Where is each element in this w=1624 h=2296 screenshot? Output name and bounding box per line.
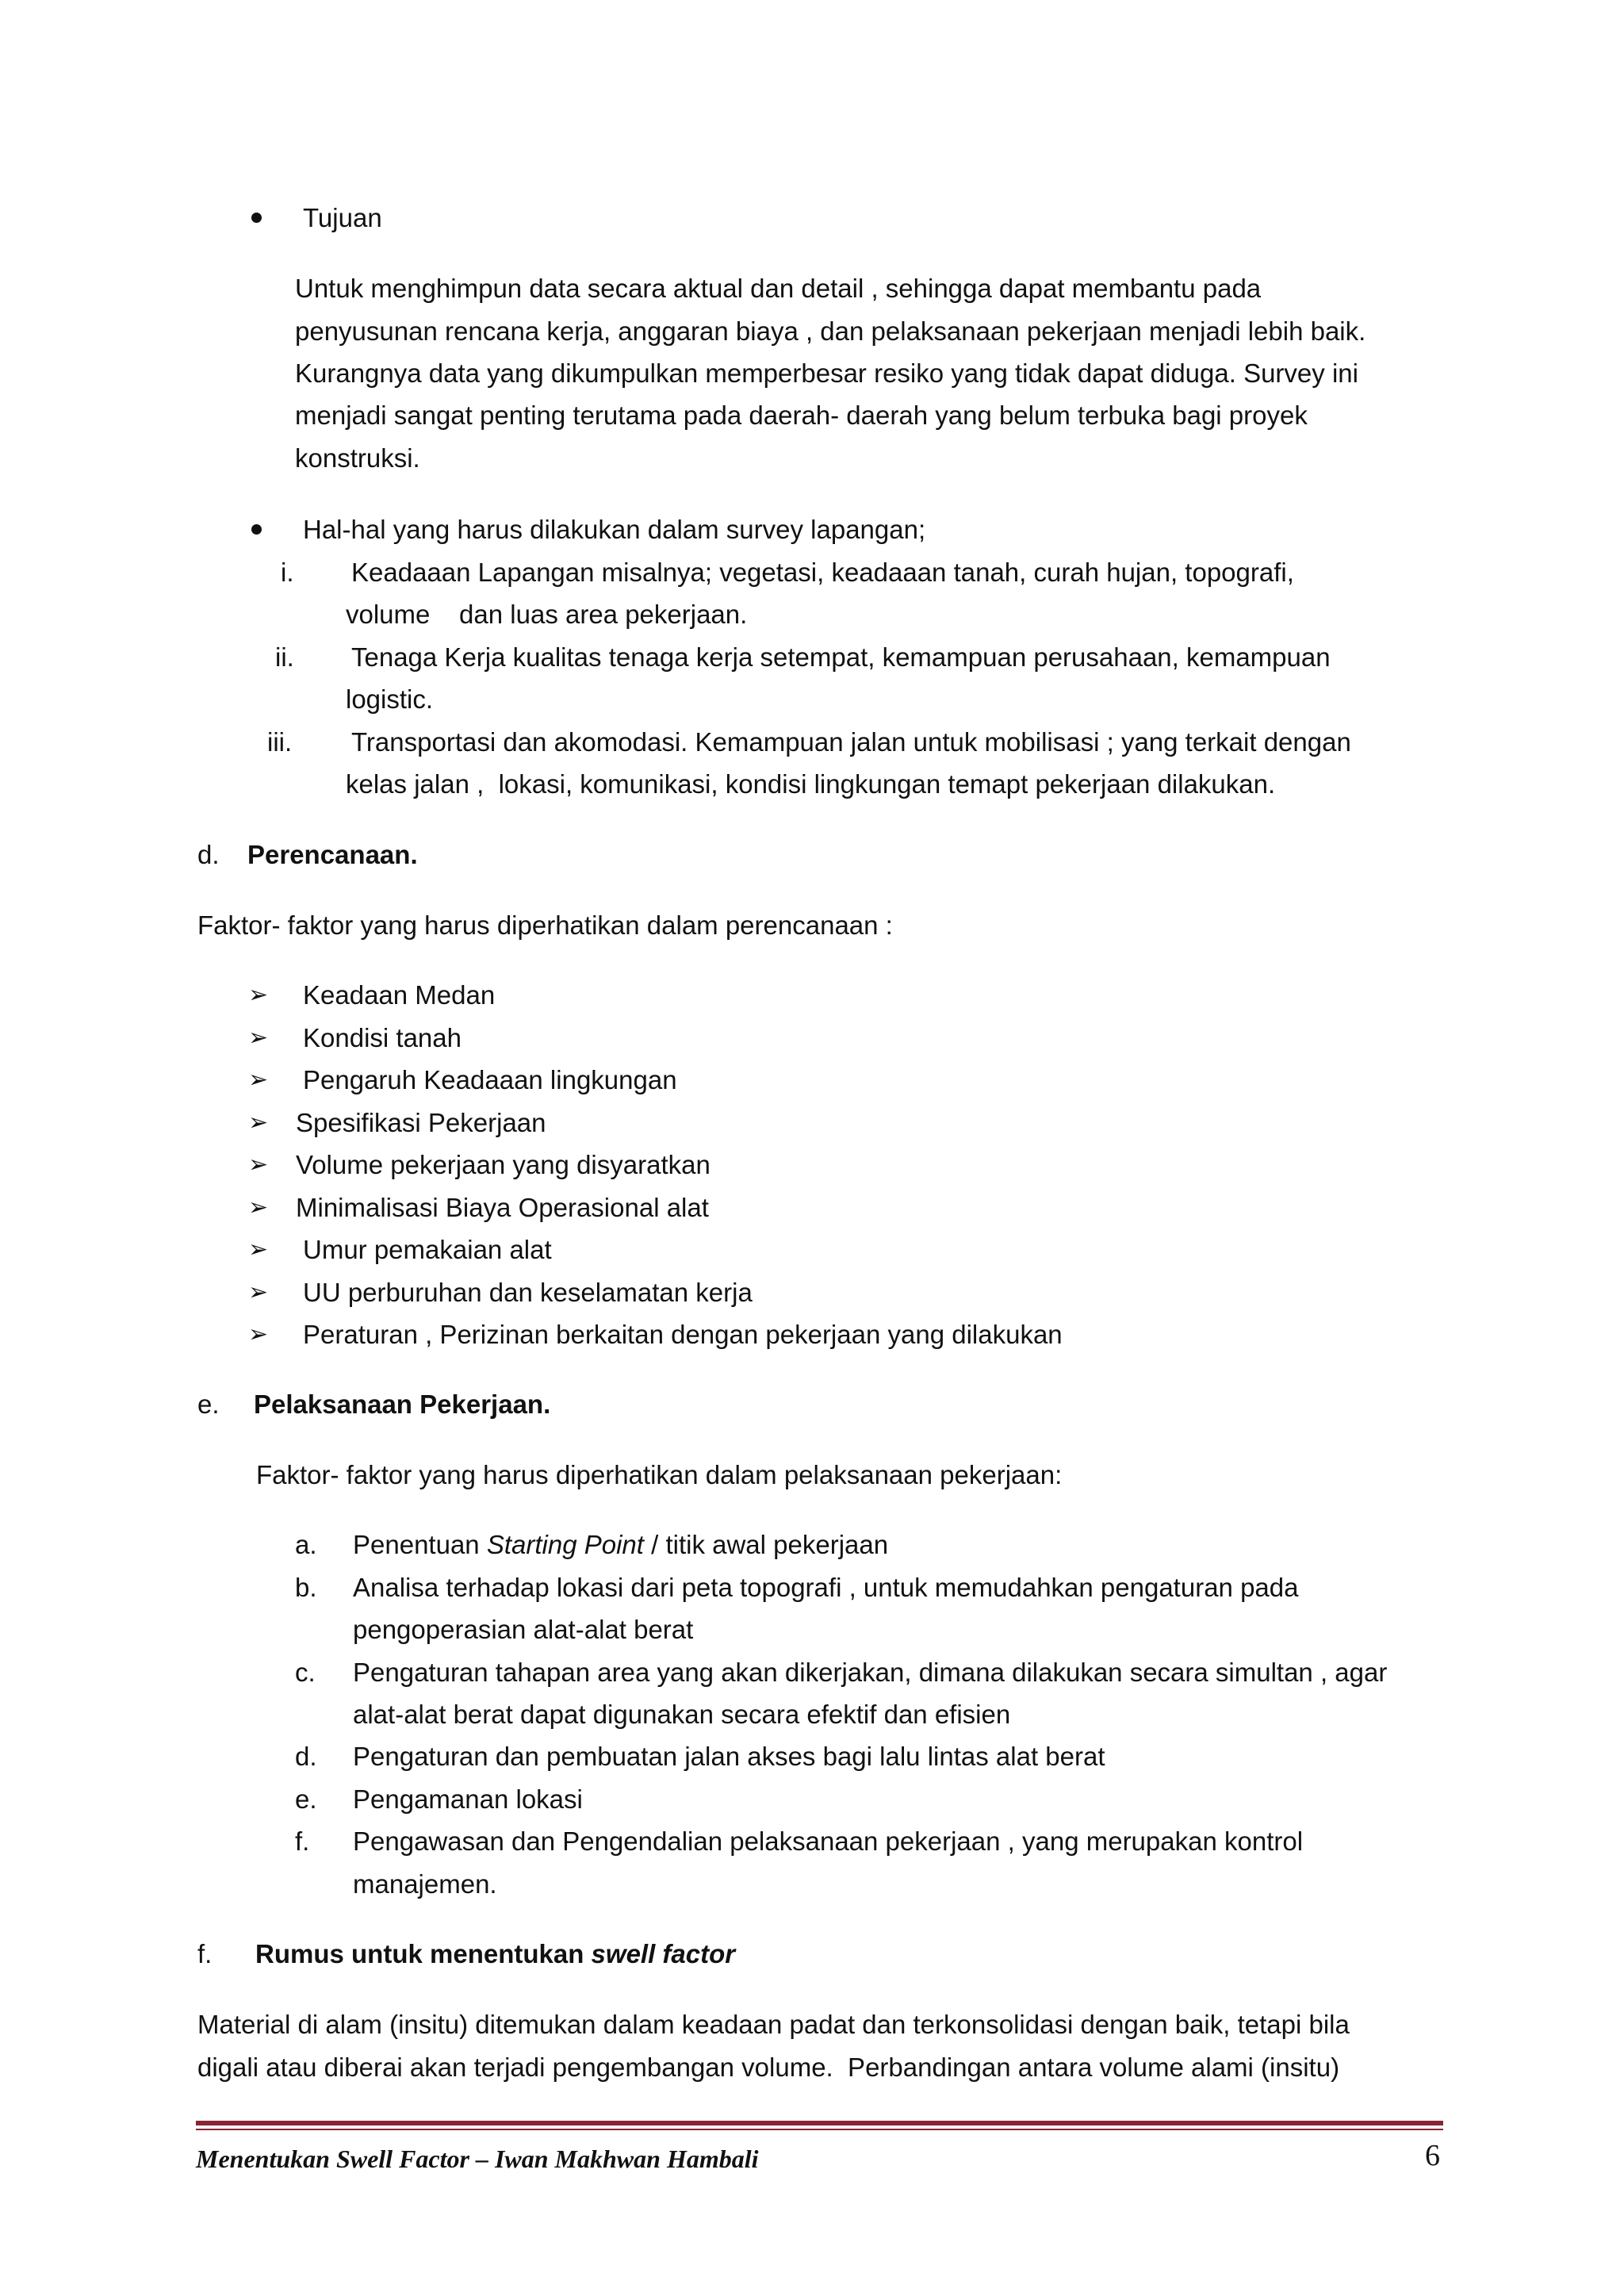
perencanaan-item: UU perburuhan dan keselamatan kerja [303,1278,753,1307]
arrow-bullet-icon: ➢ [248,1320,269,1348]
arrow-bullet-icon: ➢ [248,1194,269,1221]
item-text: Penentuan [353,1530,487,1559]
tujuan-line: Kurangnya data yang dikumpulkan memperbesar resiko yang tidak dapat diduga. Survey ini [295,358,1358,388]
survey-item-marker: i. [281,558,294,587]
survey-item-marker: iii. [267,727,293,757]
pelaksanaan-heading: Pelaksanaan Pekerjaan. [254,1389,551,1419]
section-marker: f. [197,1939,213,1968]
arrow-bullet-icon: ➢ [248,1278,269,1306]
tujuan-line: menjadi sangat penting terutama pada daerah- daerah yang belum terbuka bagi proyek [295,401,1308,430]
arrow-bullet-icon: ➢ [248,1109,269,1137]
tujuan-line: penyusunan rencana kerja, anggaran biaya , dan pelaksanaan pekerjaan menjadi lebih baik. [295,316,1366,346]
bullet-icon [251,213,262,223]
footer-rule-thin [196,2129,1443,2130]
rumus-heading [255,1933,735,1976]
pelaksanaan-intro: Faktor- faktor yang harus diperhatikan dalam pelaksanaan pekerjaan: [256,1460,1063,1489]
section-marker: d. [197,840,220,869]
pelaksanaan-item-line: manajemen. [353,1869,497,1899]
perencanaan-item: Spesifikasi Pekerjaan [296,1108,546,1137]
tujuan-line: Untuk menghimpun data secara aktual dan detail , sehingga dapat membantu pada [295,274,1262,303]
perencanaan-item: Peraturan , Perizinan berkaitan dengan pekerjaan yang dilakukan [303,1320,1063,1349]
arrow-bullet-icon: ➢ [248,1024,269,1052]
perencanaan-item: Kondisi tanah [303,1023,462,1052]
pelaksanaan-item-line [353,1524,888,1566]
arrow-bullet-icon: ➢ [248,1236,269,1263]
tujuan-line: konstruksi. [295,443,420,473]
footer-rule [196,2121,1443,2125]
survey-heading: Hal-hal yang harus dilakukan dalam survey lapangan; [303,515,926,544]
survey-item-line: kelas jalan , lokasi, komunikasi, kondisi lingkungan temapt pekerjaan dilakukan. [346,769,1276,799]
survey-item-line: Keadaaan Lapangan misalnya; vegetasi, keadaaan tanah, curah hujan, topografi, [351,558,1294,587]
perencanaan-item: Minimalisasi Biaya Operasional alat [296,1193,709,1222]
rumus-line: Material di alam (insitu) ditemukan dalam keadaan padat dan terkonsolidasi dengan baik, tetapi bila [197,2010,1350,2039]
arrow-bullet-icon: ➢ [248,1151,269,1179]
arrow-bullet-icon: ➢ [248,1066,269,1094]
pelaksanaan-item-marker: d. [295,1742,317,1771]
perencanaan-item: Keadaan Medan [303,980,496,1010]
survey-item-line: Transportasi dan akomodasi. Kemampuan jalan untuk mobilisasi ; yang terkait dengan [351,727,1351,757]
perencanaan-intro: Faktor- faktor yang harus diperhatikan dalam perencanaan : [197,910,893,940]
section-marker: e. [197,1389,220,1419]
arrow-bullet-icon: ➢ [248,981,269,1009]
item-text: / titik awal pekerjaan [643,1530,889,1559]
starting-point-term: Starting Point [486,1530,644,1559]
survey-item-line: logistic. [346,684,434,714]
pelaksanaan-item-line: Pengaturan dan pembuatan jalan akses bagi lalu lintas alat berat [353,1742,1105,1771]
survey-item-line: volume dan luas area pekerjaan. [346,600,748,629]
pelaksanaan-item-line: Pengaturan tahapan area yang akan dikerjakan, dimana dilakukan secara simultan , agar [353,1658,1388,1687]
pelaksanaan-item-marker: b. [295,1573,317,1602]
pelaksanaan-item-line: Pengawasan dan Pengendalian pelaksanaan pekerjaan , yang merupakan kontrol [353,1826,1304,1856]
bullet-icon [251,524,262,535]
page-number: 6 [1425,2139,1440,2172]
pelaksanaan-item-line: alat-alat berat dapat digunakan secara efektif dan efisien [353,1700,1011,1729]
pelaksanaan-item-line: Analisa terhadap lokasi dari peta topografi , untuk memudahkan pengaturan pada [353,1573,1299,1602]
perencanaan-item: Volume pekerjaan yang disyaratkan [296,1150,710,1179]
swell-factor-term: swell factor [591,1939,736,1968]
perencanaan-heading: Perencanaan. [247,840,418,869]
pelaksanaan-item-marker: e. [295,1784,317,1814]
perencanaan-item: Pengaruh Keadaaan lingkungan [303,1065,677,1094]
pelaksanaan-item-line: pengoperasian alat-alat berat [353,1615,694,1644]
pelaksanaan-item-marker: c. [295,1658,316,1687]
rumus-heading-text: Rumus untuk menentukan [255,1939,592,1968]
survey-item-marker: ii. [275,642,294,672]
survey-item-line: Tenaga Kerja kualitas tenaga kerja setempat, kemampuan perusahaan, kemampuan [351,642,1331,672]
perencanaan-item: Umur pemakaian alat [303,1235,552,1264]
pelaksanaan-item-marker: a. [295,1530,317,1559]
pelaksanaan-item-marker: f. [295,1826,310,1856]
rumus-line: digali atau diberai akan terjadi pengembangan volume. Perbandingan antara volume alami (insitu) [197,2053,1340,2082]
pelaksanaan-item-line: Pengamanan lokasi [353,1784,583,1814]
tujuan-heading: Tujuan [303,203,382,232]
footer-title: Menentukan Swell Factor – Iwan Makhwan Hambali [196,2145,759,2173]
